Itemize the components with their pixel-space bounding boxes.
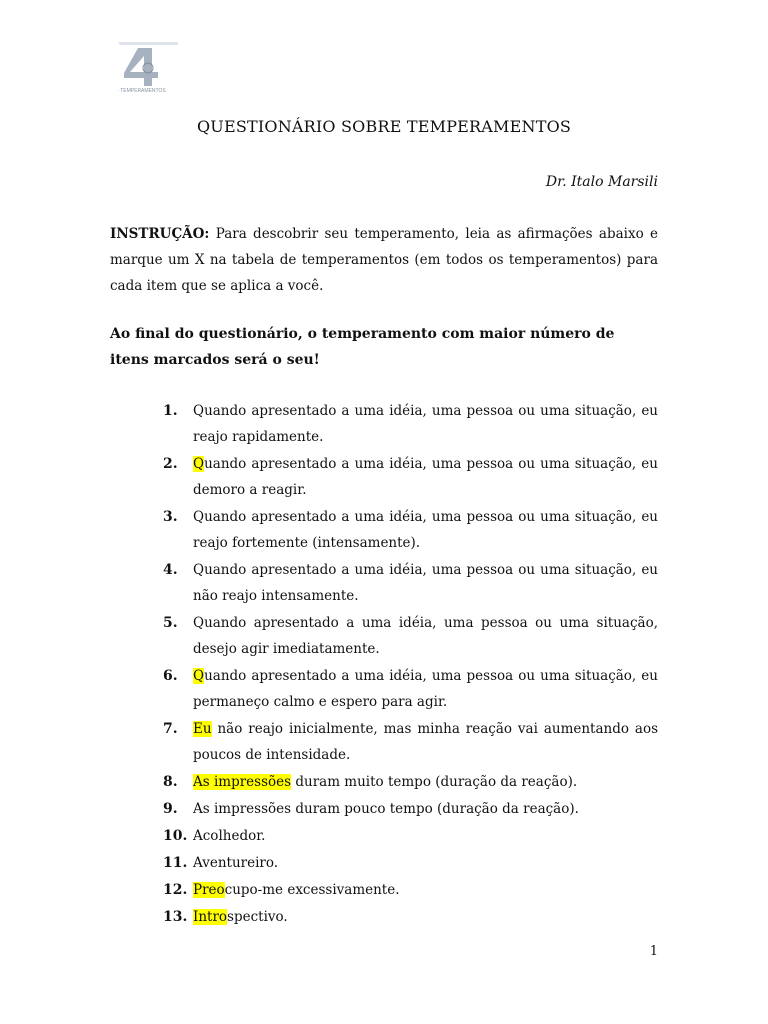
item-number: 1.: [163, 403, 178, 419]
list-item: [110, 557, 658, 609]
item-number: 6.: [163, 668, 178, 684]
list-item: [110, 769, 658, 795]
item-highlight: Intro: [193, 909, 228, 925]
item-number: 4.: [163, 562, 178, 578]
item-number: 7.: [163, 721, 178, 737]
temperamentos-logo: [108, 42, 178, 94]
item-text: Quando apresentado a uma idéia, uma pessoa ou uma situação, eu reajo rapidamente.: [193, 403, 658, 445]
item-number: 8.: [163, 774, 178, 790]
item-number: 2.: [163, 456, 178, 472]
item-number: 12.: [163, 882, 188, 898]
item-text: spectivo.: [227, 909, 288, 925]
item-number: 13.: [163, 909, 188, 925]
item-number: 3.: [163, 509, 178, 525]
question-list: [110, 398, 658, 931]
item-number: 5.: [163, 615, 178, 631]
item-highlight: Q: [193, 668, 205, 684]
item-highlight: As impressões: [193, 774, 292, 790]
list-item: [110, 904, 658, 930]
item-text: não reajo inicialmente, mas minha reação vai aumentando aos poucos de intensidade.: [193, 721, 658, 763]
item-highlight: Preo: [193, 882, 225, 898]
item-text: Quando apresentado a uma idéia, uma pessoa ou uma situação, eu não reajo intensamente.: [193, 562, 658, 604]
list-item: [110, 663, 658, 715]
item-text: duram muito tempo (duração da reação).: [291, 774, 578, 790]
list-item: [110, 850, 658, 876]
document-title: QUESTIONÁRIO SOBRE TEMPERAMENTOS: [196, 117, 572, 136]
logo-caption: · TEMPERAMENTOS ·: [117, 88, 169, 94]
list-item: [110, 796, 658, 822]
item-number: 11.: [163, 855, 188, 871]
list-item: [110, 716, 658, 768]
item-number: 10.: [163, 828, 188, 844]
item-text: Aventureiro.: [193, 855, 279, 871]
item-text: uando apresentado a uma idéia, uma pessoa ou uma situação, eu permaneço calmo e espero para agir.: [193, 668, 658, 710]
item-text: Quando apresentado a uma idéia, uma pessoa ou uma situação, eu reajo fortemente (intensamente).: [193, 509, 658, 551]
list-item: [110, 823, 658, 849]
instruction-label: INSTRUÇÃO:: [110, 226, 210, 242]
item-text: Acolhedor.: [193, 828, 266, 844]
item-text: cupo-me excessivamente.: [224, 882, 400, 898]
list-item: [110, 504, 658, 556]
list-item: [110, 398, 658, 450]
logo-graphic: [108, 42, 178, 94]
list-item: [110, 877, 658, 903]
item-highlight: Q: [193, 456, 205, 472]
instruction-paragraph: [110, 221, 658, 299]
list-item: [110, 451, 658, 503]
author-name: Dr. Italo Marsili: [545, 174, 658, 190]
final-note: Ao final do questionário, o temperamento com maior número de itens marcados será o seu!: [110, 326, 615, 368]
item-text: As impressões duram pouco tempo (duração da reação).: [193, 801, 579, 817]
item-highlight: Eu: [193, 721, 212, 737]
item-text: Quando apresentado a uma idéia, uma pessoa ou uma situação, desejo agir imediatamente.: [193, 615, 658, 657]
item-number: 9.: [163, 801, 178, 817]
page-number: 1: [649, 944, 658, 959]
item-text: uando apresentado a uma idéia, uma pessoa ou uma situação, eu demoro a reagir.: [193, 456, 658, 498]
list-item: [110, 610, 658, 662]
instruction-text: Para descobrir seu temperamento, leia as afirmações abaixo e marque um X na tabela de temperamentos (em todos os temperamentos) para cada item que se aplica a você.: [110, 226, 658, 294]
